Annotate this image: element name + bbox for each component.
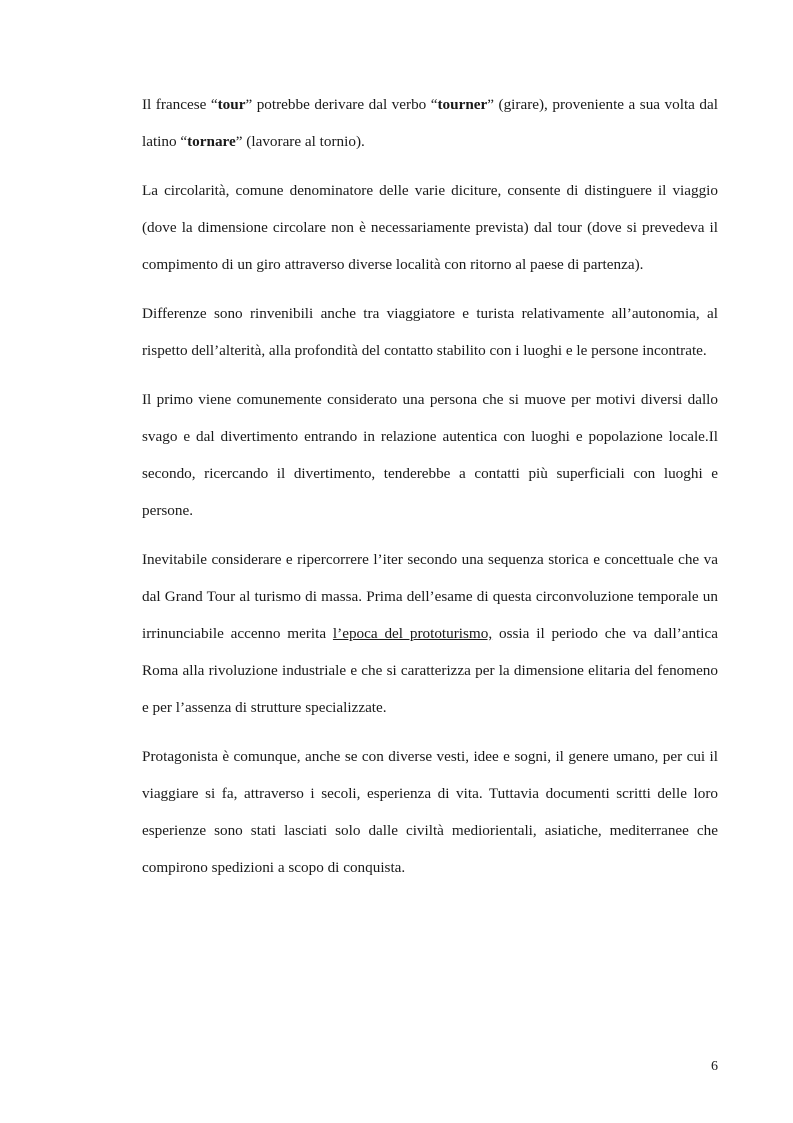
paragraph-circularity: La circolarità, comune denominatore delle varie diciture, consente di distinguere il viaggio (dove la dimensione circolare non è necessariamente prevista) dal tour (dove si prevedeva il compimento di un giro attraverso diverse località con ritorno al paese di partenza). [142,182,718,273]
bold-term-tourner: tourner [437,96,488,113]
text-run: ” potrebbe derivare dal verbo “ [245,96,438,113]
underlined-phrase: l’epoca del prototurismo, [332,625,493,642]
text-run: ” (lavorare al tornio). [235,133,365,150]
text-run: Il francese “ [142,96,218,113]
page-body [142,86,718,898]
bold-term-tour: tour [217,96,246,113]
paragraph-protagonist: Protagonista è comunque, anche se con diverse vesti, idee e sogni, il genere umano, per cui il viaggiare si fa, attraverso i secoli, esperienza di vita. Tuttavia documenti scritti delle loro esperienze sono stati lasciati solo dalle civiltà mediorientali, asiatiche, mediterranee che compirono spedizioni a scopo di conquista. [142,748,718,876]
bold-term-tornare: tornare [187,133,236,150]
paragraph-etymology [142,86,718,160]
page-number: 6 [711,1059,718,1074]
paragraph-differences: Differenze sono rinvenibili anche tra viaggiatore e turista relativamente all’autonomia, al rispetto dell’alterità, alla profondità del contatto stabilito con i luoghi e le persone incontrate. [142,305,718,359]
paragraph-historical-sequence [142,541,718,726]
paragraph-traveller-vs-tourist: Il primo viene comunemente considerato una persona che si muove per motivi diversi dallo svago e dal divertimento entrando in relazione autentica con luoghi e popolazione locale.Il secondo, ricercando il divertimento, tenderebbe a contatti più superficiali con luoghi e persone. [142,391,718,519]
text-run: ” (girare), proveniente a sua volta dal latino “ [142,96,718,150]
text-run: Inevitabile considerare e ripercorrere l’iter secondo una sequenza storica e concettuale che va dal Grand Tour al turismo di massa. Prima dell’esame di questa circonvoluzione temporale un irrinunciabile accenno merita [142,551,718,642]
text-run: ossia il periodo che va dall’antica Roma alla rivoluzione industriale e che si caratterizza per la dimensione elitaria del fenomeno e per l’assenza di strutture specializzate. [142,625,718,716]
